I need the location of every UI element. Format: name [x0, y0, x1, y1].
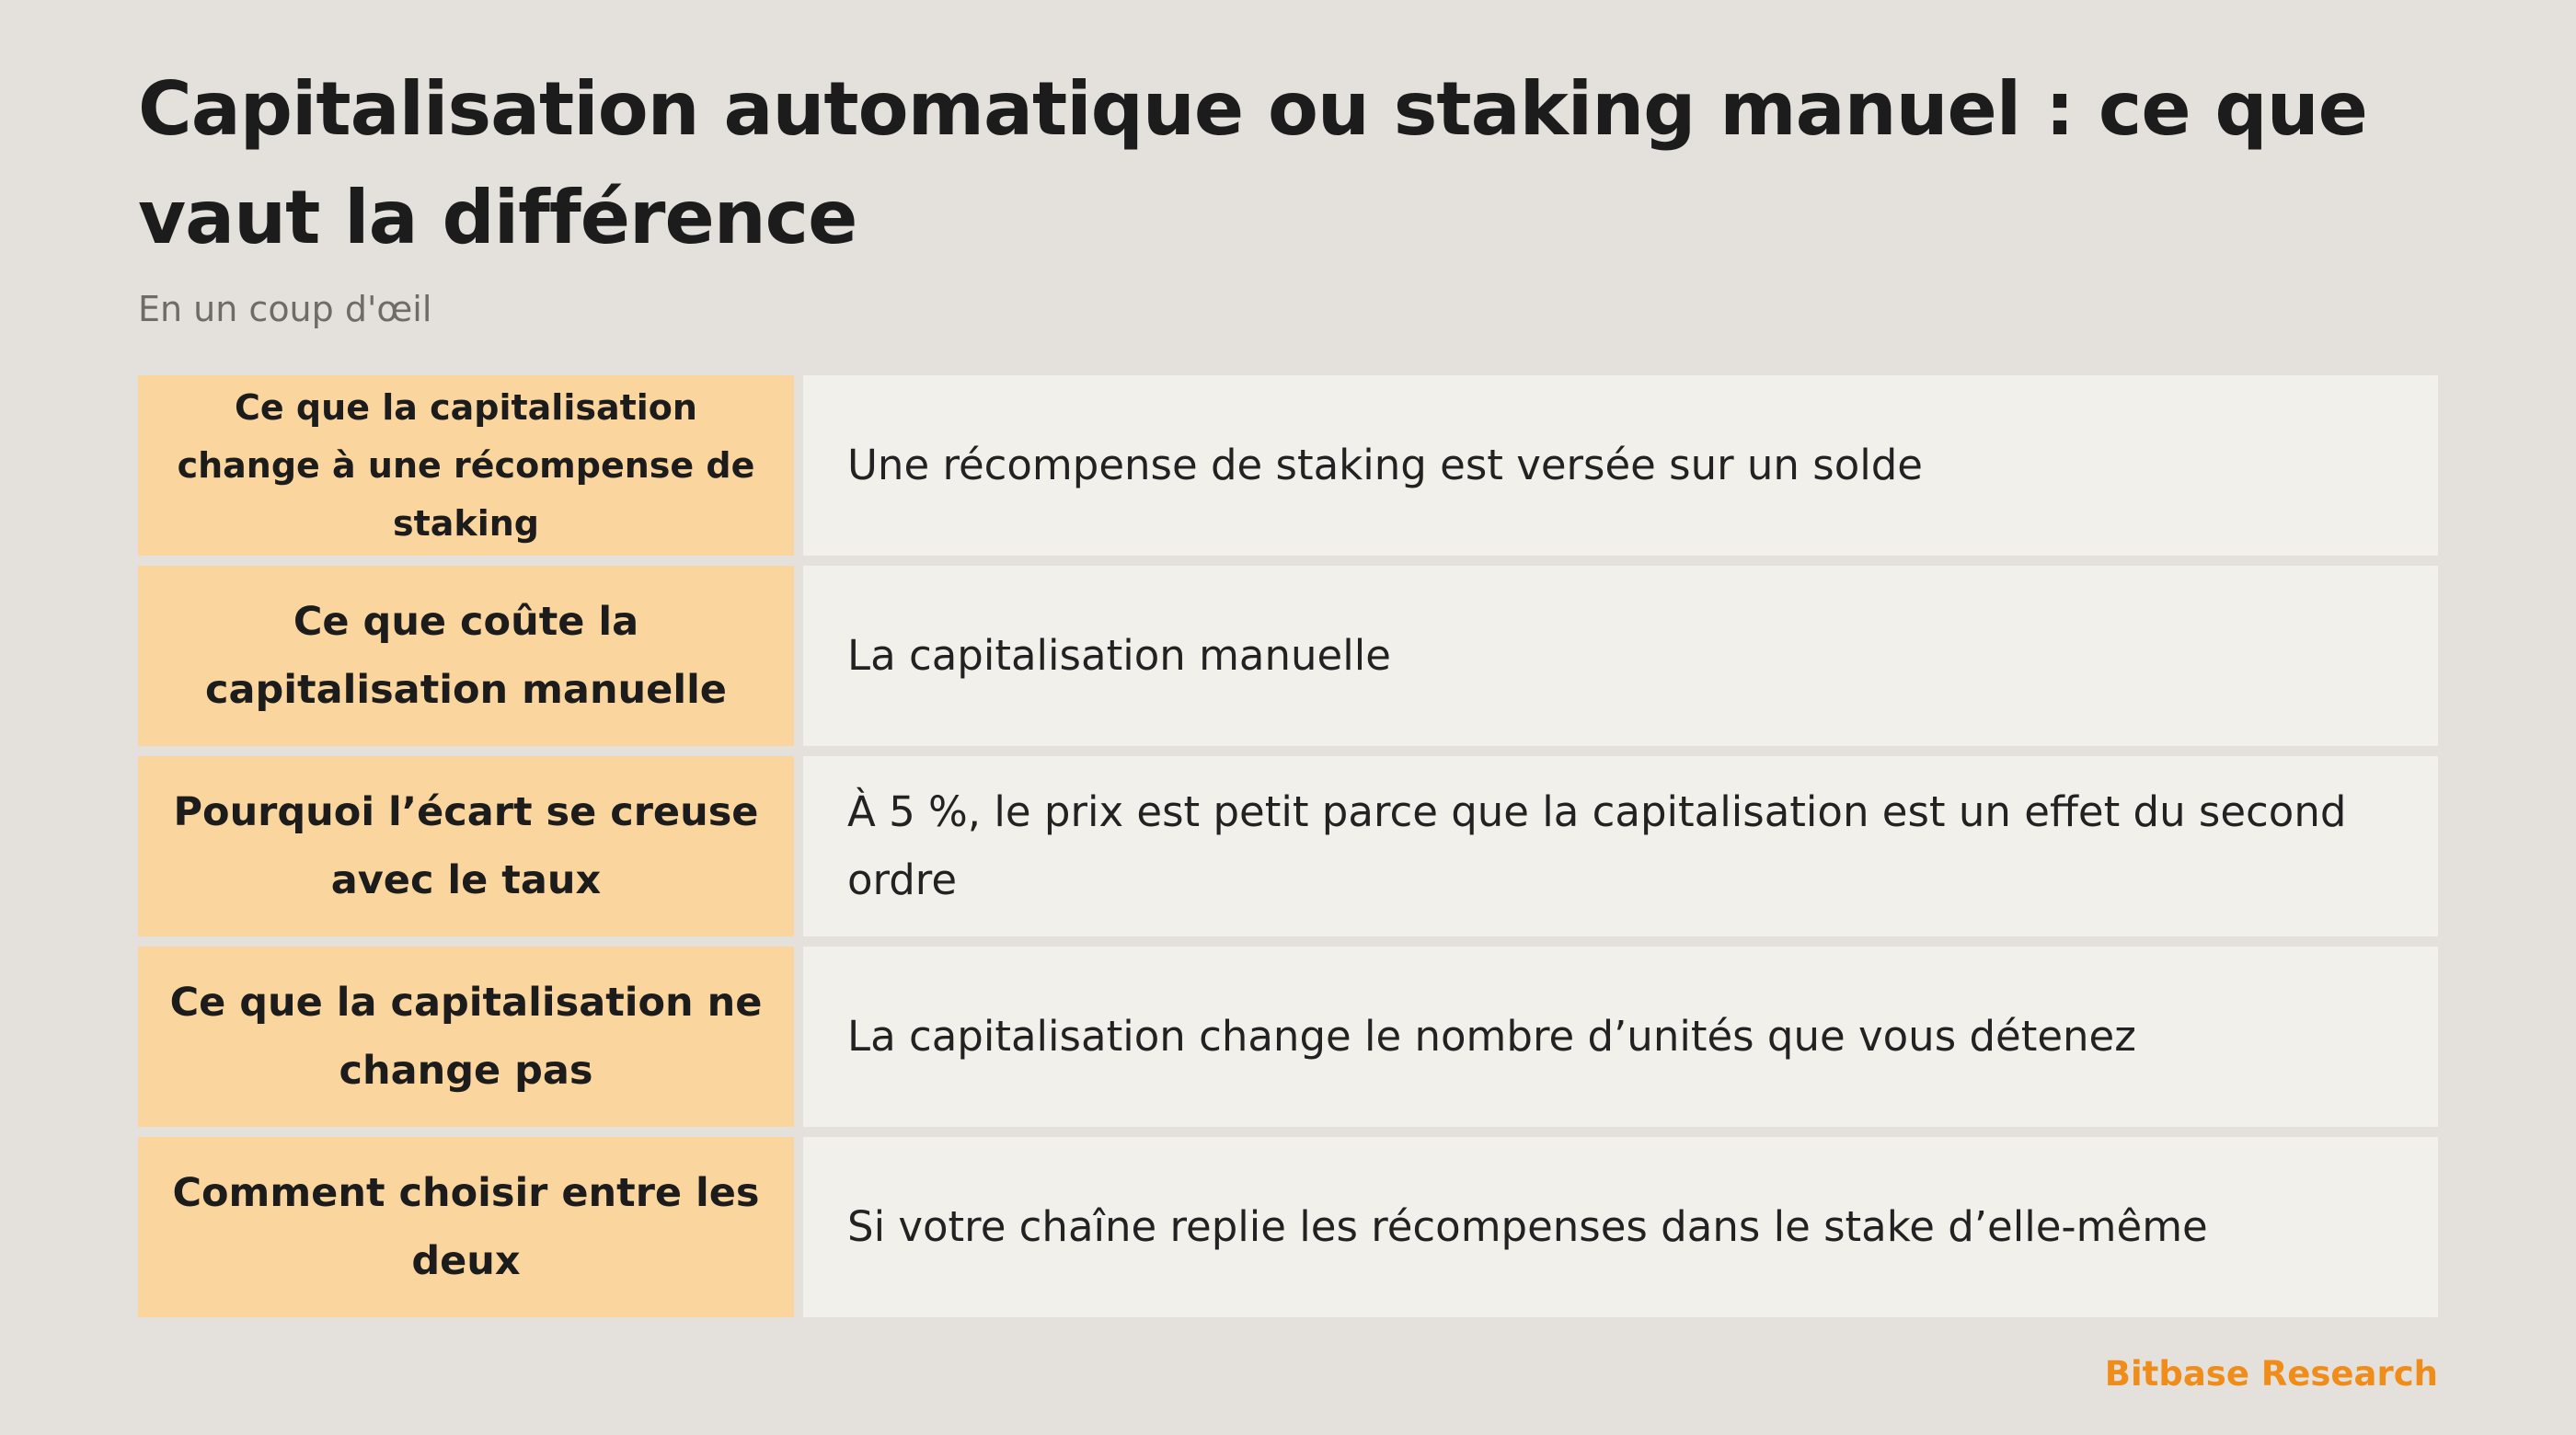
row-value-cell	[803, 756, 2438, 936]
row-value-cell	[803, 566, 2438, 746]
table-row	[138, 756, 2438, 936]
row-label-cell	[138, 566, 794, 746]
row-label: Ce que la capitalisation ne change pas	[169, 980, 763, 1094]
page-title: Capitalisation automatique ou staking manuel : ce que vaut la différence	[138, 66, 2367, 260]
row-label-cell	[138, 375, 794, 556]
page-subtitle: En un coup d'œil	[138, 289, 432, 329]
row-value-cell	[803, 947, 2438, 1127]
row-label: Comment choisir entre les deux	[172, 1170, 760, 1284]
row-label: Pourquoi l’écart se creuse avec le taux	[173, 789, 759, 903]
row-value: Si votre chaîne replie les récompenses dans le stake d’elle-même	[847, 1202, 2208, 1251]
row-label-cell	[138, 1137, 794, 1317]
table-row	[138, 947, 2438, 1127]
page	[138, 0, 2438, 1435]
row-label-cell	[138, 756, 794, 936]
row-value: À 5 %, le prix est petit parce que la capitalisation est un effet du second ordre	[847, 787, 2347, 904]
table-row	[138, 375, 2438, 556]
table-row	[138, 1137, 2438, 1317]
row-label: Ce que la capitalisation change à une récompense de staking	[177, 386, 755, 544]
brand-footer: Bitbase Research	[2104, 1354, 2438, 1394]
row-value-cell	[803, 375, 2438, 556]
row-label: Ce que coûte la capitalisation manuelle	[205, 599, 727, 713]
row-value: La capitalisation manuelle	[847, 631, 1391, 680]
table-row	[138, 566, 2438, 746]
row-value-cell	[803, 1137, 2438, 1317]
row-value: La capitalisation change le nombre d’unités que vous détenez	[847, 1012, 2136, 1061]
row-label-cell	[138, 947, 794, 1127]
row-value: Une récompense de staking est versée sur un solde	[847, 441, 1923, 489]
